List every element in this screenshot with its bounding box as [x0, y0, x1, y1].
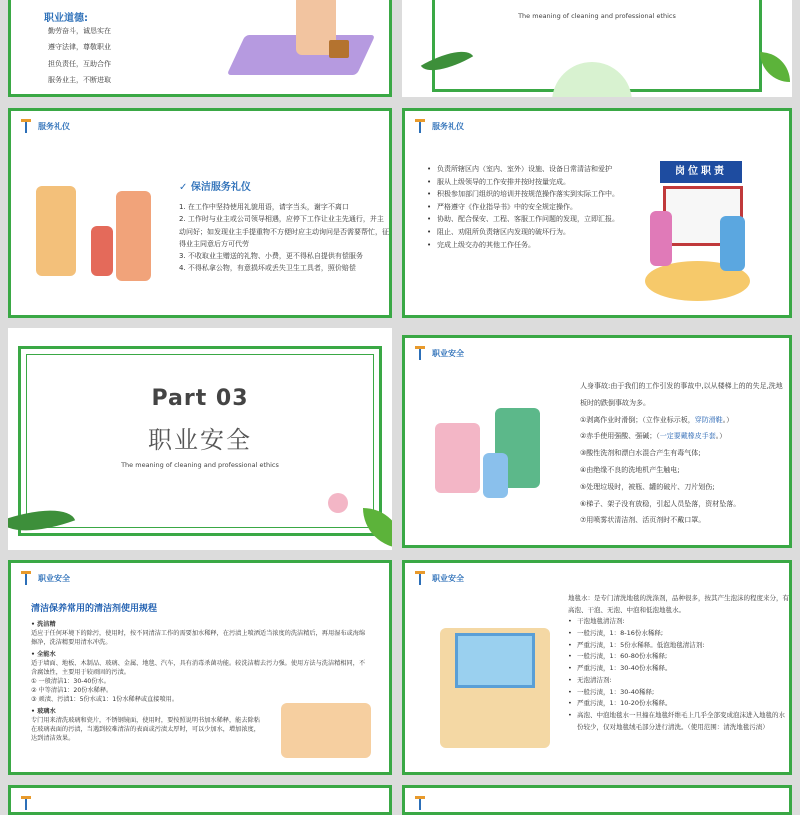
slide-header-title: 服务礼仪 [38, 121, 70, 131]
etiquette-title: ✓ 保洁服务礼仪 [179, 182, 251, 193]
slide-header [413, 796, 427, 810]
slide-header [19, 119, 70, 133]
list-item: ⑥梯子、架子没有放稳，引起人员坠落，资材坠落。 [580, 499, 741, 508]
section-subtitle: The meaning of cleaning and professional ethics [121, 461, 279, 469]
section-body: 专门用来清洗玻璃和瓷片，不锈钢镜面，使用时，要按照说明书加水稀释，能去除粘在玻璃表面的污渍，当遇到较难清洁的表面或污渍太厚时，可以少加水，增加浓度，达到清洁效果。 [31, 716, 260, 742]
ethics-line: 担负责任，互助合作 [48, 59, 111, 68]
carpet-body [568, 593, 790, 733]
item-tail: 。） [722, 415, 734, 424]
list-item: 4. 不得私拿公物，有意损坏或丢失卫生工具者，照价赔偿 [179, 264, 356, 273]
dishwashing-illustration [281, 703, 371, 758]
list-item [580, 412, 785, 429]
list-item: • 严重污渍，1：30-40份水稀释。 [568, 663, 790, 675]
ethics-line: 勤劳奋斗，诚恳实在 [48, 27, 111, 35]
ethics-title: 职业道德: [44, 13, 88, 24]
slide-cleaner-rules[interactable] [8, 560, 392, 775]
window-illustration [455, 633, 535, 688]
section-title: 职业安全 [148, 426, 252, 454]
list-item: • 严重污渍，1：10-20份水稀释。 [568, 698, 790, 710]
child-illustration [483, 453, 508, 498]
section-head: • 洗洁精 [31, 621, 56, 628]
item-emphasis: 穿防滑鞋 [694, 415, 723, 424]
list-item [580, 428, 785, 445]
item-emphasis: 一定要戴橡皮手套 [659, 432, 716, 441]
leaf-icon [760, 52, 790, 82]
slide-carpet-cleaner[interactable] [402, 560, 792, 775]
item-text: ②赤手使用强酸、强碱；（ [580, 432, 660, 441]
duties-badge: 岗位职责 [660, 161, 742, 183]
mop-icon [413, 119, 427, 133]
section-head: • 全能水 [31, 650, 56, 658]
slide-header [413, 346, 464, 360]
carpet-list [568, 616, 790, 733]
mop-icon [413, 571, 427, 585]
slide-header-title: 职业安全 [432, 573, 464, 583]
list-item: 1. 在工作中坚持使用礼貌用语，请字当头，谢字不离口 [179, 203, 349, 211]
list-item: • 高泡、中泡地毯水一旦撞在地毯纤维毛上几乎全部变成泡沫进入地毯的水份较少，仅对地毯绒毛部分进行清洗。（使用范围：清洗地毯污渍） [568, 710, 790, 733]
item-text: ①剥离作业时滑倒；（立作业标示板， [580, 415, 695, 424]
item-tail: 。） [715, 432, 727, 441]
ethics-line: 服务业主，不断进取 [48, 76, 111, 85]
duties-list [427, 163, 637, 251]
slide-header-title: 职业安全 [432, 348, 464, 358]
section-body: ① 一般清洁1：30-40份水。 ② 中等清洁1：20份水稀释。 ③ 顽渍、污渍1：5份水或1：1份水稀释或直接喷用。 [31, 677, 179, 703]
list-item: • 阻止、劝阻所负责辖区内发现的破坏行为。 [427, 226, 637, 239]
ethics-line: 遵守法律，尊敬职业 [48, 43, 111, 52]
bucket-illustration [329, 40, 349, 58]
list-item: 3. 不收取业主赠送的礼物、小费，更不得私自提供有偿服务 [179, 252, 363, 260]
slide-cover-top[interactable] [402, 0, 792, 97]
family-illustration [116, 191, 151, 281]
mop-icon [413, 346, 427, 360]
slide-header [19, 796, 33, 810]
slide-header [19, 571, 70, 585]
list-item: • 一般污渍，1：30-40稀释; [568, 687, 790, 699]
mop-icon [19, 119, 33, 133]
list-item: • 负责所辖区内（室内、室外）设施、设备日常清洁和爱护 [427, 163, 637, 176]
slide-header [413, 571, 464, 585]
slide-header-title: 服务礼仪 [432, 121, 464, 131]
accident-text [580, 378, 785, 529]
family-illustration [36, 186, 76, 276]
etiquette-list [179, 201, 389, 275]
list-item: • 服从上级领导的工作安排并按时按量完成。 [427, 176, 637, 189]
list-item: ⑤处理垃圾时，被瓶、罐的破片、刀片划伤; [580, 482, 715, 491]
slide-job-duties[interactable] [402, 108, 792, 318]
ethics-lines [48, 23, 111, 89]
section-body: 适应于任何环境下的除污，使用时，按不同清洁工作的需要加水稀释，在污渍上喷洒适当浓度的洗洁精后，再用湿布或海绵擦净，洗洁精要用清水冲洗。 [31, 629, 366, 646]
list-item: • 严格遵守《作业指导书》中的安全规定操作。 [427, 201, 637, 214]
list-item: • 干泡地毯清洁剂: [568, 616, 790, 628]
list-item: 2. 工作时与业主或公司领导相遇，应停下工作让业主先通行，并主动问好；如发现业主手提重物不方便时应主动询问是否需要帮忙，征得业主同意后方可代劳 [179, 215, 389, 248]
part-number: Part 03 [151, 386, 249, 411]
list-item: • 一般污渍，1：60-80份水稀释; [568, 651, 790, 663]
list-item: ⑦用喷雾状清洁剂、活页剂时不戴口罩。 [580, 516, 706, 525]
section-head: • 玻璃水 [31, 707, 56, 715]
mop-icon [19, 796, 33, 810]
list-item: • 积极参加部门组织的培训并按规范操作落实到实际工作中。 [427, 188, 637, 201]
slide-ethics[interactable] [8, 0, 392, 97]
child-illustration [650, 211, 672, 266]
list-item: ③酸性洗剂和漂白水混合产生有毒气体; [580, 449, 701, 458]
list-item: • 无泡清洁剂: [568, 675, 790, 687]
child-illustration [720, 216, 745, 271]
mop-icon [19, 571, 33, 585]
slide-personal-accidents[interactable] [402, 335, 792, 548]
slide-header-title: 职业安全 [38, 573, 70, 583]
list-item: • 严重污渍，1：5份水稀释。低泡地毯清洁剂: [568, 640, 790, 652]
accident-intro: 人身事故:由于我们的工作引发的事故中,以从楼梯上的的失足,洗地板时的跌倒事故为多。 [580, 382, 783, 407]
cleaner-illustration [435, 423, 480, 493]
list-item: • 完成上级交办的其他工作任务。 [427, 239, 637, 252]
slide-next-right[interactable] [402, 785, 792, 815]
slide-header [413, 119, 464, 133]
flower-icon [328, 493, 348, 513]
list-item: • 一般污渍，1：8-16份水稀释; [568, 628, 790, 640]
mop-icon [413, 796, 427, 810]
slide-service-etiquette[interactable] [8, 108, 392, 318]
cover-subtitle: The meaning of cleaning and professional ethics [518, 12, 676, 20]
list-item: • 协助、配合保安、工程、客服工作问题的发现，立即汇报。 [427, 213, 637, 226]
rules-title: 清洁保养常用的清洁剂使用规程 [31, 604, 158, 614]
list-item: ④由绝缘不良的洗地机产生触电; [580, 465, 680, 474]
carpet-intro: 地毯水：是专门清洗地毯的洗涤剂，品种很多，按其产生泡沫的程度来分，有高泡、干泡、无泡、中泡和低泡地毯水。 [568, 594, 789, 614]
slide-part03-cover[interactable] [8, 328, 392, 550]
slide-next-left[interactable] [8, 785, 392, 815]
section-body: 适于墙面、地板、木制品、玻璃、金属、地毯、汽车，具有消毒杀菌功能。较洗洁精去污力强。使用方法与洗洁精相同，不含腐蚀性，主要用于较顽固的污渍。 [31, 659, 366, 676]
child-illustration [91, 226, 113, 276]
